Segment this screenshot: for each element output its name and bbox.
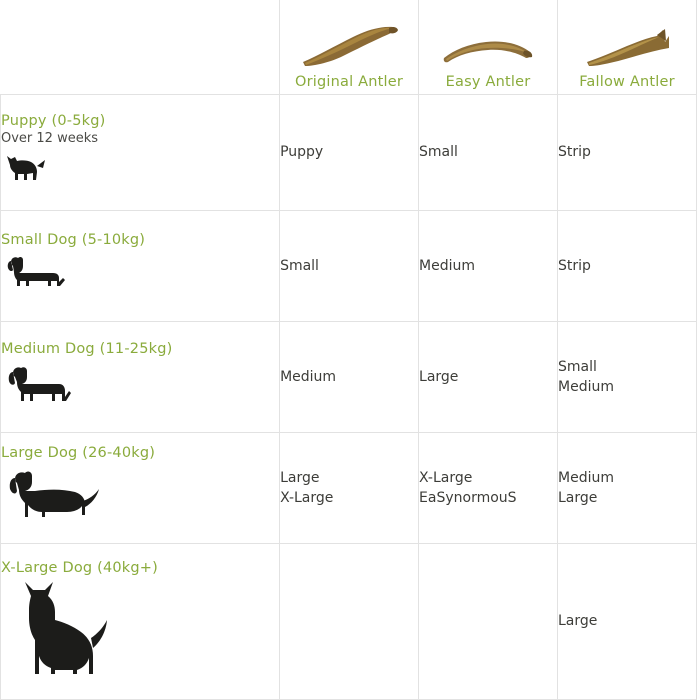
value-cell [558, 433, 697, 544]
antler-original-icon [297, 22, 401, 68]
value-text: X-Large [280, 490, 334, 506]
table-row [1, 433, 697, 544]
value-text: Small [419, 144, 458, 161]
value-text: Medium [558, 469, 614, 486]
value-text: Medium [280, 368, 337, 385]
header-cell-original-antler [280, 0, 419, 95]
product-name: Easy Antler [445, 74, 531, 90]
header-corner-cell [1, 0, 280, 95]
value-text: X-Large [419, 469, 473, 486]
value-text: Small [280, 257, 319, 274]
value-text: Small [558, 358, 597, 375]
value-cell [280, 433, 419, 544]
header-cell-easy-antler [419, 0, 558, 95]
value-cell [558, 211, 697, 322]
value-text: Medium [558, 379, 614, 395]
size-title: Small Dog (5-10kg) [1, 232, 146, 248]
value-cell [419, 544, 558, 700]
size-cell-puppy [1, 95, 280, 211]
value-cell [558, 544, 697, 700]
value-text: Large [419, 368, 459, 385]
product-name: Fallow Antler [579, 74, 675, 90]
size-cell-small-dog [1, 211, 280, 322]
beagle-silhouette-icon [1, 361, 279, 413]
table-row [1, 95, 697, 211]
value-cell [280, 544, 419, 700]
value-cell [419, 95, 558, 211]
header-cell-fallow-antler [558, 0, 697, 95]
value-cell [558, 322, 697, 433]
value-text: Puppy [280, 144, 324, 161]
value-cell [419, 322, 558, 433]
size-cell-xlarge-dog [1, 544, 280, 700]
value-text: Medium [419, 257, 476, 274]
product-name: Original Antler [295, 74, 404, 90]
value-text: Strip [558, 144, 591, 161]
size-title: Medium Dog (11-25kg) [1, 341, 173, 357]
value-cell [280, 322, 419, 433]
value-cell [558, 95, 697, 211]
puppy-silhouette-icon [1, 150, 279, 192]
dachshund-silhouette-icon [1, 252, 279, 300]
value-cell [280, 211, 419, 322]
antler-fallow-icon [577, 22, 677, 68]
great-dane-silhouette-icon [1, 580, 279, 684]
size-title: Large Dog (26-40kg) [1, 445, 156, 461]
size-cell-medium-dog [1, 322, 280, 433]
table-row [1, 211, 697, 322]
size-title: Puppy (0-5kg) [1, 113, 106, 129]
value-text: Strip [558, 257, 591, 274]
value-cell [280, 95, 419, 211]
table-header-row [1, 0, 697, 95]
size-cell-large-dog [1, 433, 280, 544]
value-cell [419, 433, 558, 544]
size-subtitle: Over 12 weeks [1, 131, 99, 146]
value-text: Large [558, 490, 598, 506]
size-title: X-Large Dog (40kg+) [1, 559, 159, 576]
greyhound-silhouette-icon [1, 465, 279, 531]
value-text: Large [558, 613, 598, 630]
value-text: EaSynormouS [419, 490, 517, 506]
value-text: Large [280, 469, 320, 486]
table-row [1, 322, 697, 433]
table-row [1, 544, 697, 700]
value-cell [419, 211, 558, 322]
antler-easy-icon [438, 22, 538, 68]
